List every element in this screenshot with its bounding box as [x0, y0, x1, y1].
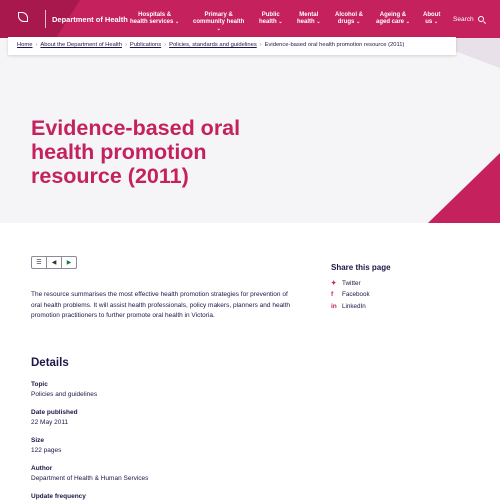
linkedin-icon: in	[331, 303, 337, 310]
detail-size	[31, 437, 61, 454]
nav-alcohol-drugs[interactable]: Alcohol & drugs ⌄	[335, 12, 363, 25]
logo-divider	[45, 10, 46, 28]
page-title: Evidence-based oral health promotion resource (2011)	[31, 116, 241, 188]
breadcrumb-home[interactable]: Home	[17, 42, 33, 48]
breadcrumb-about[interactable]: About the Department of Health	[40, 42, 122, 48]
nav-primary-community[interactable]: Primary & community health ⌄	[193, 12, 245, 32]
readspeaker-player	[31, 256, 77, 269]
detail-label: Author	[31, 465, 53, 472]
chevron-right-icon: ›	[259, 42, 262, 48]
chevron-down-icon: ⌄	[175, 19, 180, 25]
detail-value: Policies and guidelines	[31, 391, 98, 398]
victoria-logo-mark-icon	[18, 12, 28, 22]
chevron-right-icon: ›	[164, 42, 167, 48]
detail-label: Size	[31, 437, 45, 444]
chevron-right-icon: ›	[35, 42, 38, 48]
breadcrumb	[8, 37, 456, 55]
victoria-logo[interactable]	[18, 12, 30, 22]
nav-mental-health[interactable]: Mental health ⌄	[297, 12, 321, 25]
hero-decoration-bottom	[428, 153, 500, 223]
play-icon[interactable]: ▶	[66, 260, 72, 266]
chevron-down-icon: ⌄	[278, 19, 283, 25]
breadcrumb-current: Evidence-based oral health promotion resource (2011)	[264, 42, 405, 48]
nav-public-health[interactable]: Public health ⌄	[259, 12, 283, 25]
share-linkedin[interactable]: in LinkedIn	[331, 303, 366, 310]
share-heading: Share this page	[331, 263, 391, 272]
department-name[interactable]: Department of Health	[52, 15, 128, 24]
nav-about-us[interactable]: About us ⌄	[423, 12, 441, 25]
detail-update-frequency	[31, 493, 86, 500]
breadcrumb-policies[interactable]: Policies, standards and guidelines	[169, 42, 257, 48]
detail-author	[31, 465, 148, 482]
detail-value: Department of Health & Human Services	[31, 475, 149, 482]
detail-label: Update frequency	[31, 493, 86, 500]
detail-topic	[31, 381, 97, 398]
facebook-icon: f	[331, 291, 334, 298]
detail-date-published	[31, 409, 78, 426]
volume-icon[interactable]: ◀	[47, 257, 62, 268]
detail-label: Topic	[31, 381, 48, 388]
twitter-icon: ✦	[331, 280, 337, 287]
detail-label: Date published	[31, 409, 78, 416]
breadcrumb-publications[interactable]: Publications	[129, 42, 162, 48]
chevron-down-icon: ⌄	[405, 19, 410, 25]
share-twitter[interactable]: ✦ Twitter	[331, 280, 361, 287]
search-button[interactable]: Search	[453, 16, 484, 23]
chevron-down-icon: ⌄	[433, 19, 439, 25]
site-header	[0, 0, 500, 38]
chevron-down-icon: ⌄	[216, 26, 221, 32]
chevron-down-icon: ⌄	[316, 19, 321, 25]
nav-ageing-aged-care[interactable]: Ageing & aged care ⌄	[376, 12, 410, 25]
details-heading: Details	[31, 357, 69, 369]
summary-text: The resource summarises the most effective health promotion strategies for prevention of oral health problems. It will assist health professionals, policy makers, planners and health promotion practitioners to further promote oral health in Victoria.	[31, 291, 291, 319]
chevron-right-icon: ›	[124, 42, 127, 48]
chevron-down-icon: ⌄	[356, 19, 361, 25]
menu-icon[interactable]: ☰	[32, 257, 47, 268]
share-facebook[interactable]: f Facebook	[331, 291, 370, 298]
detail-value: 122 pages	[31, 447, 62, 454]
nav-hospitals[interactable]: Hospitals & health services ⌄	[130, 12, 180, 25]
search-icon	[478, 16, 484, 22]
detail-value: 22 May 2011	[31, 419, 69, 426]
